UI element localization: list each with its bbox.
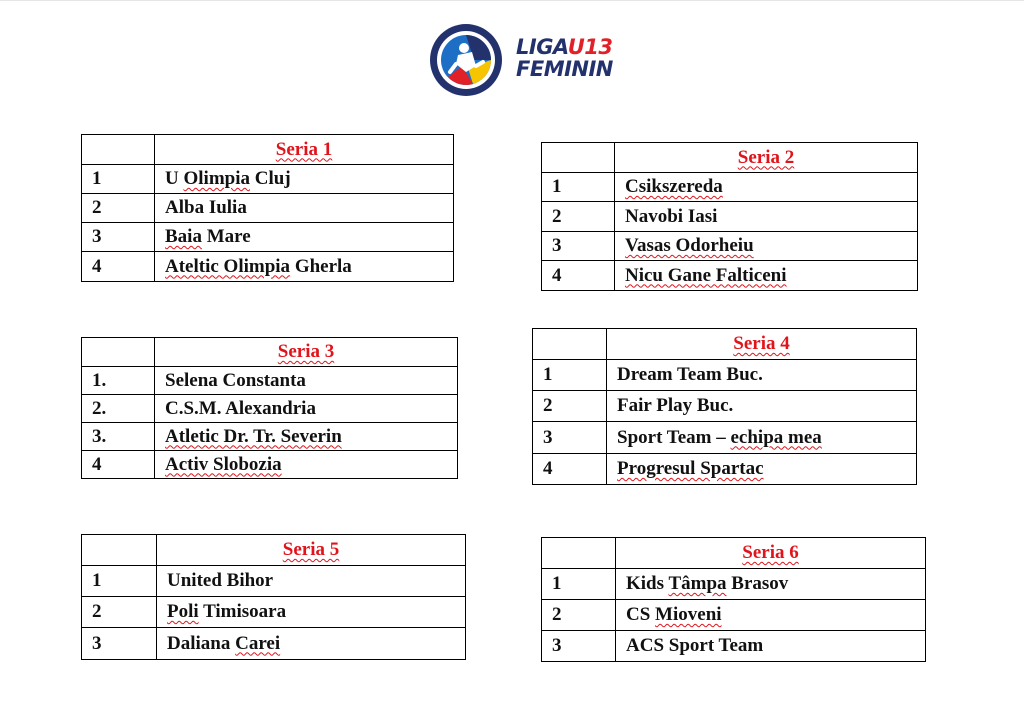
row-number: 1: [82, 165, 155, 194]
row-number: 2: [82, 597, 157, 628]
team-name: Dream Team Buc.: [607, 360, 917, 391]
seria-title: Seria 2: [615, 143, 918, 173]
header-empty-cell: [542, 143, 615, 173]
seria-6-table: [541, 537, 926, 662]
row-number: 3: [542, 631, 616, 662]
team-name: Nicu Gane Falticeni: [615, 261, 918, 291]
seria-3-table: [81, 337, 458, 479]
seria-title: Seria 1: [155, 135, 454, 165]
row-number: 4: [542, 261, 615, 291]
team-name: Progresul Spartac: [607, 454, 917, 485]
logo-u13-text: U13: [567, 35, 613, 59]
row-number: 2: [542, 600, 616, 631]
team-name: ACS Sport Team: [616, 631, 926, 662]
row-number: 1.: [82, 367, 155, 395]
logo-wordmark: [516, 36, 613, 80]
header-empty-cell: [82, 338, 155, 367]
team-name: Selena Constanta: [155, 367, 458, 395]
team-name: Ateltic Olimpia Gherla: [155, 252, 454, 282]
team-name: United Bihor: [157, 566, 466, 597]
row-number: 2.: [82, 395, 155, 423]
seria-title: Seria 6: [616, 538, 926, 569]
team-name: Fair Play Buc.: [607, 391, 917, 422]
seria-2-table: [541, 142, 918, 291]
row-number: 1: [542, 569, 616, 600]
team-name: Activ Slobozia: [155, 451, 458, 479]
team-name: Alba Iulia: [155, 194, 454, 223]
page-top-border: [0, 0, 1024, 1]
football-ball-icon: [428, 22, 504, 98]
row-number: 1: [82, 566, 157, 597]
header-empty-cell: [82, 535, 157, 566]
seria-title: Seria 3: [155, 338, 458, 367]
row-number: 3: [82, 223, 155, 252]
row-number: 1: [533, 360, 607, 391]
team-name: Vasas Odorheiu: [615, 232, 918, 261]
row-number: 3: [533, 422, 607, 454]
header-empty-cell: [82, 135, 155, 165]
logo-feminin-text: FEMININ: [516, 57, 613, 81]
team-name: C.S.M. Alexandria: [155, 395, 458, 423]
liga-u13-feminin-logo: [428, 22, 628, 98]
seria-5-table: [81, 534, 466, 660]
team-name: Atletic Dr. Tr. Severin: [155, 423, 458, 451]
team-name: Poli Timisoara: [157, 597, 466, 628]
seria-title: Seria 4: [607, 329, 917, 360]
header-empty-cell: [533, 329, 607, 360]
logo-liga-text: LIGA: [516, 35, 568, 59]
team-name: Daliana Carei: [157, 628, 466, 660]
row-number: 4: [82, 451, 155, 479]
team-name: Sport Team – echipa mea: [607, 422, 917, 454]
row-number: 2: [82, 194, 155, 223]
team-name: Kids Tâmpa Brasov: [616, 569, 926, 600]
team-name: Navobi Iasi: [615, 202, 918, 232]
row-number: 4: [82, 252, 155, 282]
row-number: 3.: [82, 423, 155, 451]
row-number: 2: [533, 391, 607, 422]
seria-4-table: [532, 328, 917, 485]
seria-title: Seria 5: [157, 535, 466, 566]
header-empty-cell: [542, 538, 616, 569]
row-number: 3: [542, 232, 615, 261]
seria-1-table: [81, 134, 454, 282]
team-name: U Olimpia Cluj: [155, 165, 454, 194]
team-name: Csikszereda: [615, 173, 918, 202]
row-number: 3: [82, 628, 157, 660]
team-name: Baia Mare: [155, 223, 454, 252]
team-name: CS Mioveni: [616, 600, 926, 631]
row-number: 1: [542, 173, 615, 202]
row-number: 2: [542, 202, 615, 232]
row-number: 4: [533, 454, 607, 485]
